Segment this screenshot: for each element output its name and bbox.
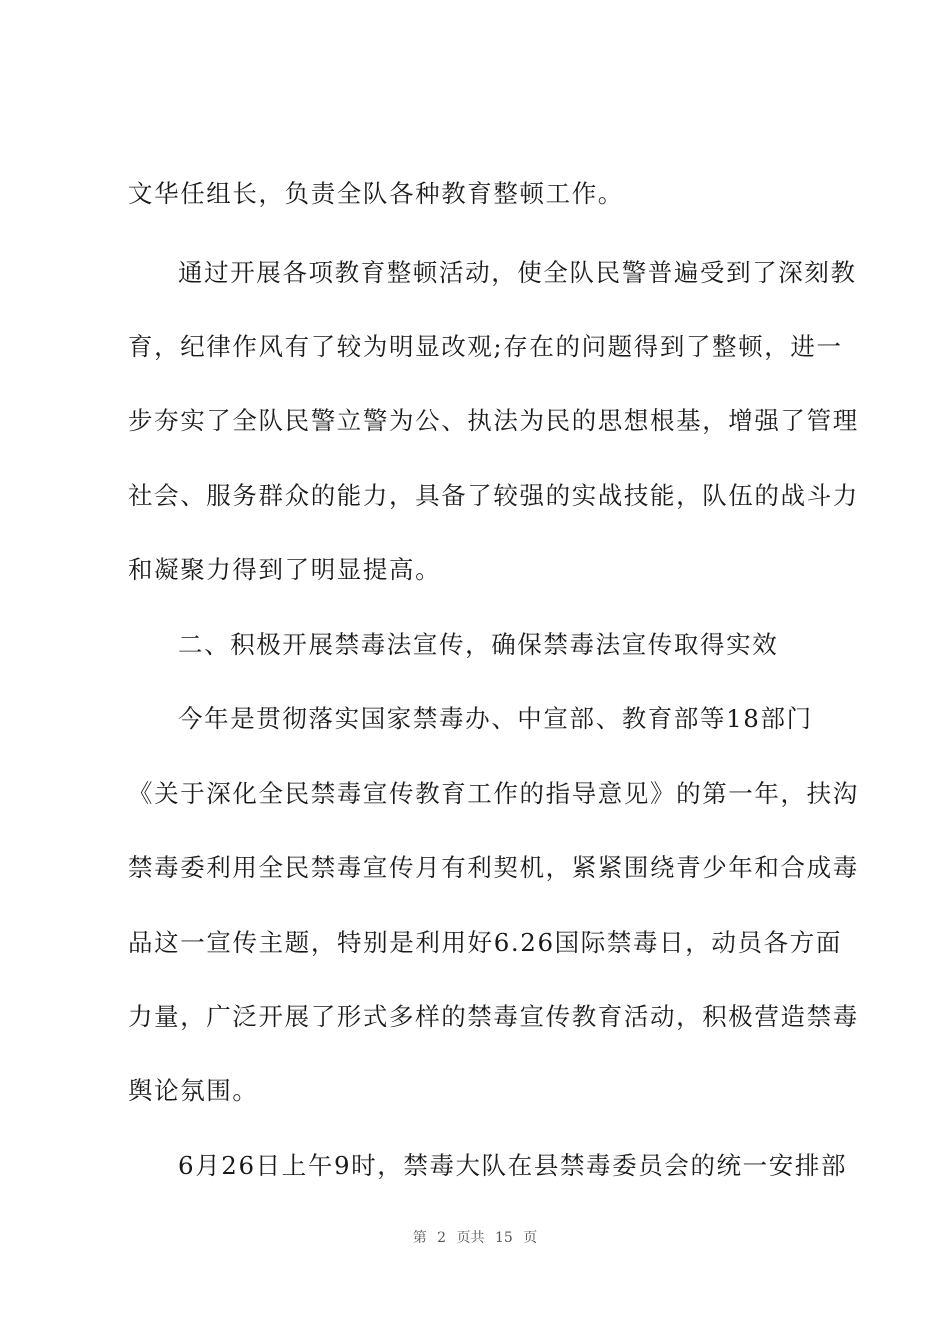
paragraph-line-9: 《关于深化全民禁毒宣传教育工作的指导意见》的第一年，扶沟 (128, 779, 859, 808)
paragraph-line-3: 育，纪律作风有了较为明显改观;存在的问题得到了整顿，进一 (128, 332, 843, 361)
page-footer: 第 2 页共 15 页 (412, 1230, 538, 1246)
paragraph-line-8: 今年是贯彻落实国家禁毒办、中宣部、教育部等18部门 (178, 704, 813, 733)
paragraph-line-1: 文华任组长，负责全队各种教育整顿工作。 (128, 179, 624, 208)
paragraph-line-2: 通过开展各项教育整顿活动，使全队民警普遍受到了深刻教 (178, 258, 857, 287)
paragraph-line-13: 舆论氛围。 (128, 1076, 259, 1105)
paragraph-line-4: 步夯实了全队民警立警为公、执法为民的思想根基，增强了管理 (128, 406, 859, 435)
paragraph-line-14: 6月26日上午9时，禁毒大队在县禁毒委员会的统一安排部 (178, 1151, 848, 1180)
paragraph-line-11: 品这一宣传主题，特别是利用好6.26国际禁毒日，动员各方面 (128, 928, 842, 957)
section-heading: 二、积极开展禁毒法宣传，确保禁毒法宣传取得实效 (178, 630, 779, 659)
paragraph-line-6: 和凝聚力得到了明显提高。 (128, 555, 442, 584)
paragraph-line-5: 社会、服务群众的能力，具备了较强的实战技能，队伍的战斗力 (128, 481, 859, 510)
paragraph-line-10: 禁毒委利用全民禁毒宣传月有利契机，紧紧围绕青少年和合成毒 (128, 853, 859, 882)
paragraph-line-12: 力量，广泛开展了形式多样的禁毒宣传教育活动，积极营造禁毒 (128, 1002, 859, 1031)
